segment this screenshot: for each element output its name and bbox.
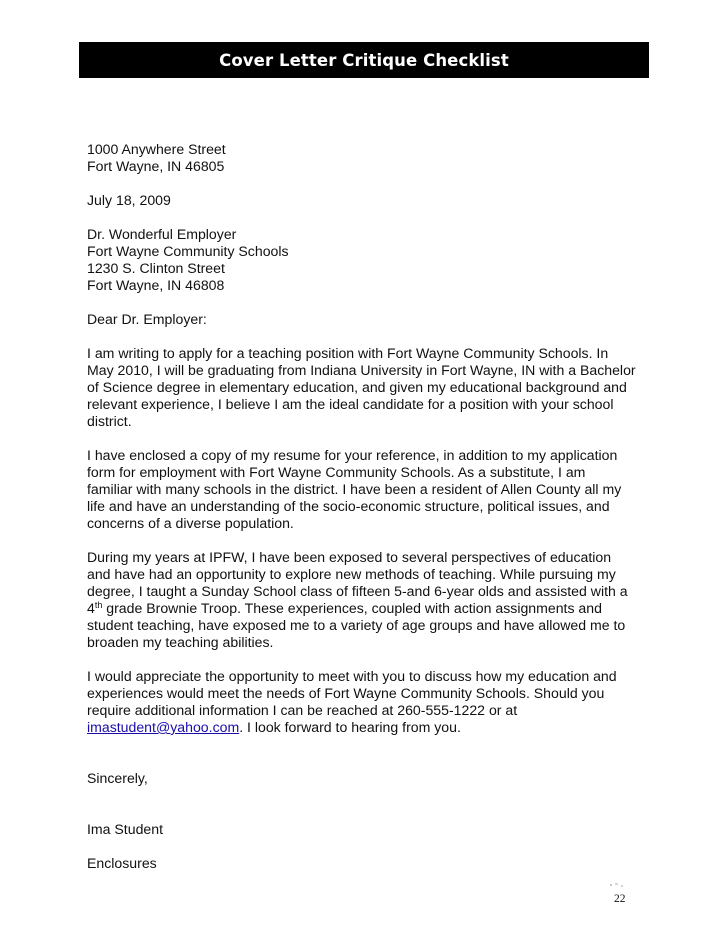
paragraph-line: relevant experience, I believe I am the ideal candidate for a position with your school (87, 396, 614, 412)
email-link[interactable]: imastudent@yahoo.com (87, 719, 240, 735)
letter-date: July 18, 2009 (87, 192, 171, 208)
paragraph-line: of Science degree in elementary education, and given my educational background and (87, 379, 627, 395)
recipient-address-line: 1230 S. Clinton Street (87, 260, 225, 276)
paragraph-line: and have had an opportunity to explore new methods of teaching. While pursuing my (87, 566, 616, 582)
paragraph-line: I would appreciate the opportunity to meet with you to discuss how my education and (87, 668, 617, 684)
page-title (79, 42, 649, 78)
paragraph-line: require additional information I can be reached at 260-555-1222 or at (87, 702, 518, 718)
paragraph-experience (87, 549, 647, 651)
page-number: 22 (614, 893, 626, 905)
paragraph-line: form for employment with Fort Wayne Community Schools. As a substitute, I am (87, 464, 586, 480)
paragraph-line: degree, I taught a Sunday School class of fifteen 5-and 6-year olds and assisted with a (87, 583, 628, 599)
paragraph-line (87, 600, 647, 617)
paragraph-line: I am writing to apply for a teaching position with Fort Wayne Community Schools. In (87, 345, 609, 361)
recipient-address-line: Fort Wayne Community Schools (87, 243, 289, 259)
salutation: Dear Dr. Employer: (87, 311, 207, 327)
paragraph-line (87, 719, 647, 736)
paragraph-line: During my years at IPFW, I have been exposed to several perspectives of education (87, 549, 612, 565)
paragraph-line: broaden my teaching abilities. (87, 634, 274, 650)
ordinal-suffix: th (94, 600, 103, 610)
paragraph-line-rest: grade Brownie Troop. These experiences, coupled with action assignments and (102, 600, 602, 616)
recipient-address (87, 226, 647, 294)
paragraph-line: I have enclosed a copy of my resume for your reference, in addition to my application (87, 447, 618, 463)
paragraph-line: concerns of a diverse population. (87, 515, 294, 531)
paragraph-intro (87, 345, 647, 430)
paragraph-line: familiar with many schools in the district. I have been a resident of Allen County all my (87, 481, 622, 497)
paragraph-background (87, 447, 647, 532)
closing: Sincerely, (87, 770, 148, 786)
paragraph-line: May 2010, I will be graduating from Indiana University in Fort Wayne, IN with a Bachelor (87, 362, 636, 378)
paragraph-line-rest: . I look forward to hearing from you. (239, 719, 461, 735)
paragraph-line: experiences would meet the needs of Fort Wayne Community Schools. Should you (87, 685, 605, 701)
cover-letter (87, 141, 647, 872)
paragraph-line: life and have an understanding of the socio-economic structure, political issues, and (87, 498, 610, 514)
paragraph-line: student teaching, have exposed me to a variety of age groups and have allowed me to (87, 617, 626, 633)
paragraph-closing (87, 668, 647, 736)
recipient-address-line: Fort Wayne, IN 46808 (87, 277, 225, 293)
sender-address (87, 141, 647, 175)
paragraph-line: district. (87, 413, 132, 429)
page-title-text: Cover Letter Critique Checklist (219, 50, 509, 70)
enclosures-note: Enclosures (87, 855, 157, 871)
sender-address-line: Fort Wayne, IN 46805 (87, 158, 225, 174)
grade-number: 4 (87, 600, 95, 616)
signature-name: Ima Student (87, 821, 163, 837)
page-corner-mark-icon (609, 882, 625, 890)
recipient-address-line: Dr. Wonderful Employer (87, 226, 237, 242)
sender-address-line: 1000 Anywhere Street (87, 141, 226, 157)
